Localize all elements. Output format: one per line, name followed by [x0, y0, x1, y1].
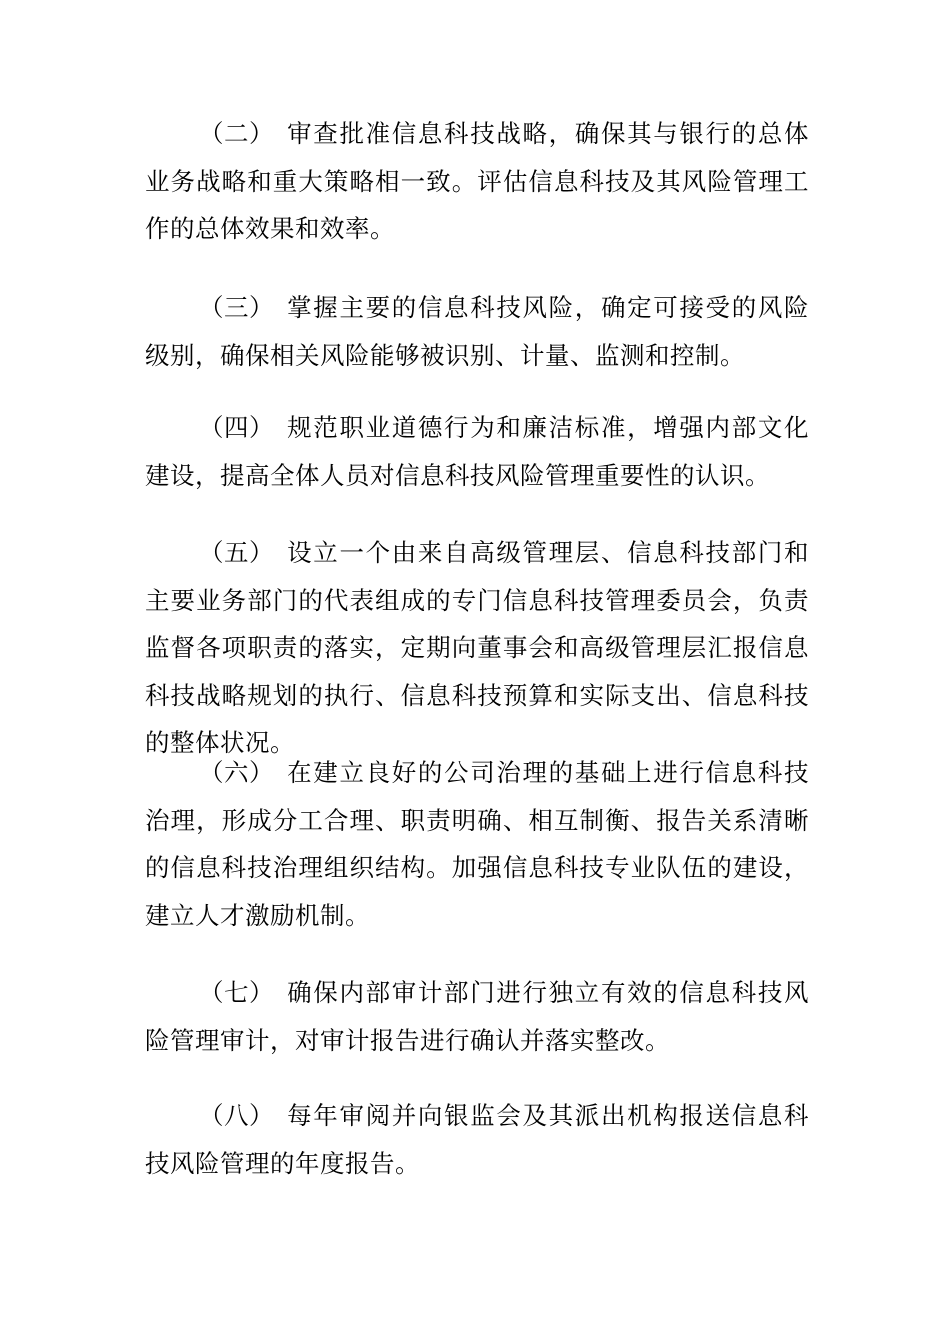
paragraph-text: 在建立良好的公司治理的基础上进行信息科技治理，形成分工合理、职责明确、相互制衡、报告关系清晰的信息科技治理组织结构。加强信息科技专业队伍的建设，建立人才激励机制。 [145, 758, 809, 930]
paragraph-number: （六） [199, 758, 274, 787]
paragraph-text: 设立一个由来自高级管理层、信息科技部门和主要业务部门的代表组成的专门信息科技管理委员会，负责监督各项职责的落实，定期向董事会和高级管理层汇报信息科技战略规划的执行、信息科技预算和实际支出、信息科技的整体状况。 [145, 538, 809, 757]
paragraph-number: （四） [199, 413, 274, 442]
paragraph-3 [145, 284, 809, 379]
paragraph-number: （二） [199, 119, 274, 148]
paragraph-5 [145, 529, 809, 767]
paragraph-number: （八） [199, 1101, 274, 1130]
paragraph-6 [145, 749, 809, 939]
paragraph-4 [145, 404, 809, 499]
paragraph-text: 每年审阅并向银监会及其派出机构报送信息科技风险管理的年度报告。 [145, 1101, 809, 1178]
paragraph-8 [145, 1092, 809, 1187]
paragraph-text: 规范职业道德行为和廉洁标准，增强内部文化建设，提高全体人员对信息科技风险管理重要性的认识。 [145, 413, 809, 490]
paragraph-number: （三） [199, 293, 274, 322]
paragraph-text: 确保内部审计部门进行独立有效的信息科技风险管理审计，对审计报告进行确认并落实整改。 [145, 978, 809, 1055]
paragraph-text: 掌握主要的信息科技风险，确定可接受的风险级别，确保相关风险能够被识别、计量、监测和控制。 [145, 293, 809, 370]
paragraph-number: （五） [199, 538, 274, 567]
paragraph-2 [145, 110, 809, 253]
paragraph-text: 审查批准信息科技战略，确保其与银行的总体业务战略和重大策略相一致。评估信息科技及其风险管理工作的总体效果和效率。 [145, 119, 809, 243]
paragraph-number: （七） [199, 978, 274, 1007]
paragraph-7 [145, 969, 809, 1064]
